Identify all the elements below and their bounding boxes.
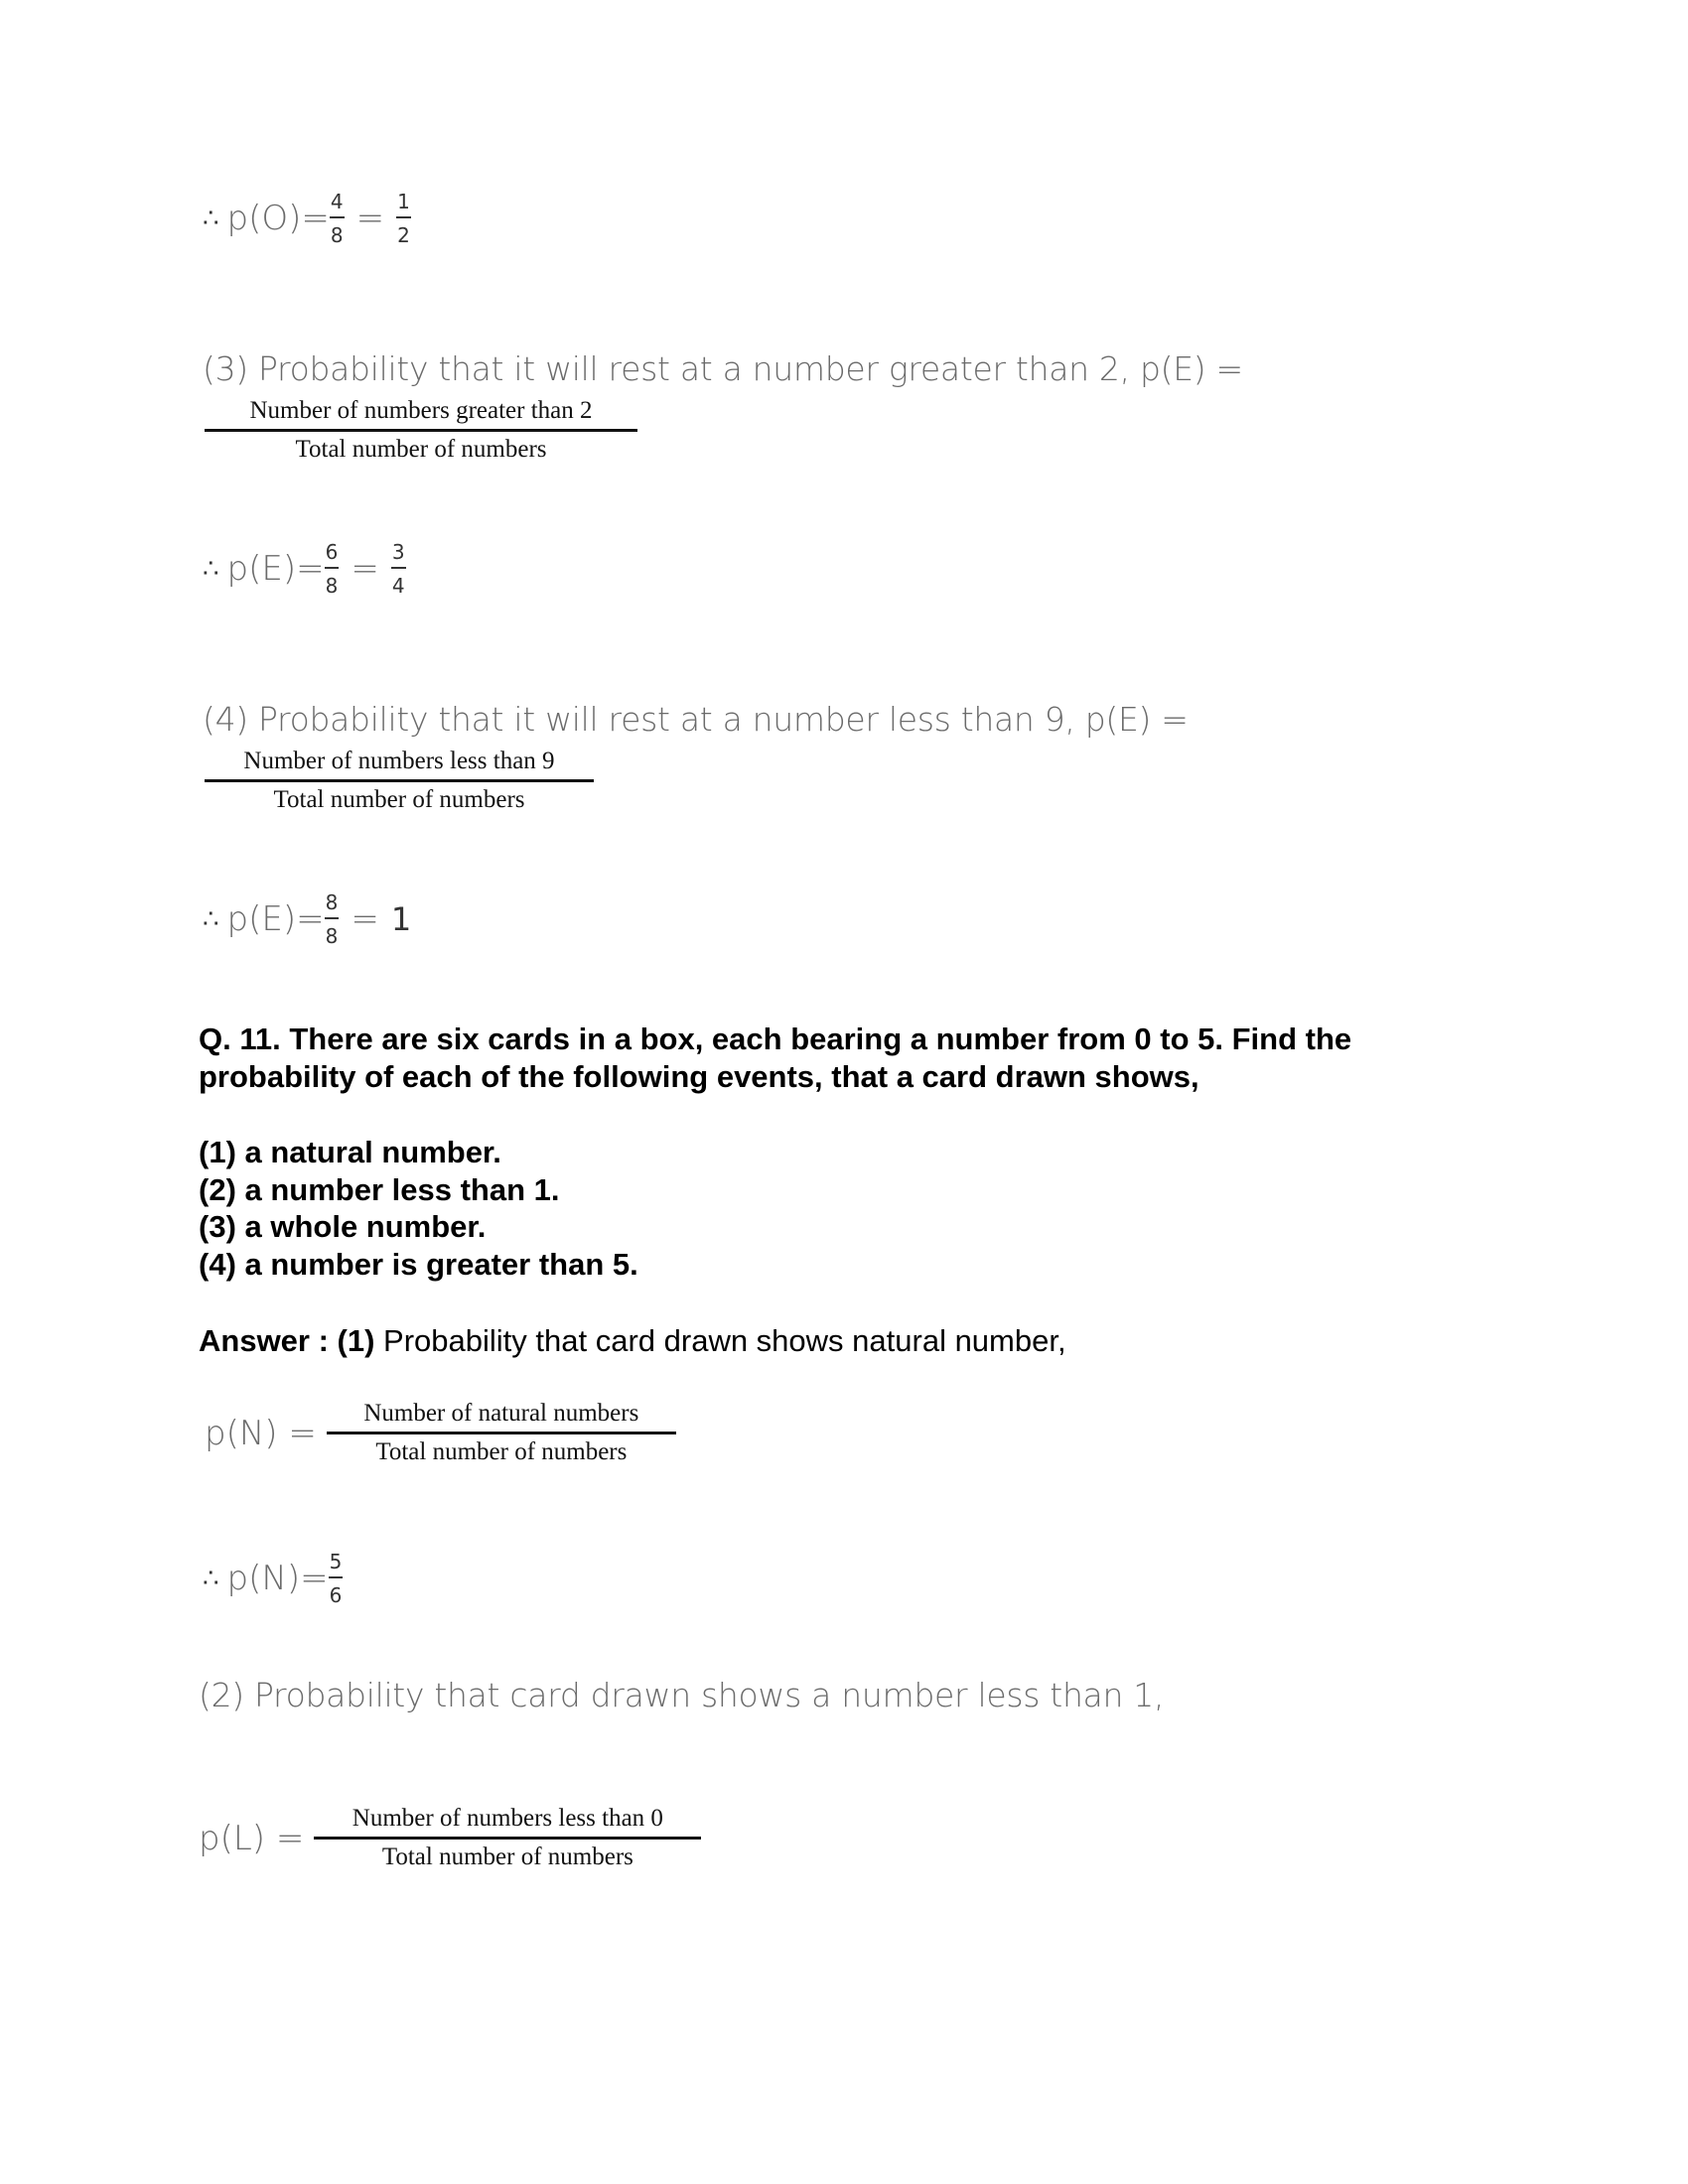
denominator: 4 [391,574,405,598]
therefore-symbol: ∴ [203,1564,219,1592]
equals: = [351,549,379,589]
fraction [327,1400,676,1466]
numerator: Number of numbers less than 9 [205,748,594,782]
equals: = [355,199,385,238]
numerator: Number of numbers greater than 2 [205,397,637,432]
denominator: Total number of numbers [375,1438,628,1465]
therefore-symbol: ∴ [203,554,219,583]
part4-heading: (4) Probability that it will rest at a number less than 9, p(E) = [203,700,1189,739]
question-line-1: Q. 11. There are six cards in a box, each bearing a number from 0 to 5. Find the [199,1022,1352,1056]
numerator: Number of natural numbers [327,1400,676,1434]
lhs: p(L) = [199,1818,305,1858]
lhs: p(N) = [205,1413,317,1453]
fraction [330,191,345,246]
result-value: 1 [390,900,412,938]
part3-heading: (3) Probability that it will rest at a number greater than 2, p(E) = [203,349,1243,388]
answer-part2-heading: (2) Probability that card drawn shows a number less than 1, [199,1676,1165,1714]
part3-fraction [205,397,637,464]
fraction [391,541,406,597]
therefore-symbol: ∴ [203,204,219,232]
denominator: 2 [397,223,410,247]
fraction [329,1551,344,1606]
denominator: 8 [325,574,339,598]
part3-result [203,541,406,597]
numerator: Number of numbers less than 0 [314,1805,701,1840]
result-p-odd [203,191,411,246]
question-11 [199,1021,1351,1096]
denominator: 8 [325,924,339,948]
denominator: Total number of numbers [381,1843,633,1870]
denominator: 8 [330,223,344,247]
answer-line [199,1323,1066,1359]
fraction [314,1805,701,1871]
lhs: p(E)= [226,899,325,939]
denominator: 6 [329,1583,343,1607]
answer-part1-text: Probability that card drawn shows natural number, [374,1323,1066,1358]
therefore-symbol: ∴ [203,904,219,933]
answer-part1-label: (1) [337,1323,375,1358]
fraction [325,891,340,947]
numerator: 3 [391,541,406,569]
lhs: p(O)= [226,199,330,238]
question-line-2: probability of each of the following events, that a card drawn shows, [199,1059,1199,1094]
fraction [325,541,340,597]
numerator: 5 [329,1551,344,1578]
denominator: Total number of numbers [295,436,547,463]
question-item: (1) a natural number. [199,1135,501,1169]
numerator: 4 [330,191,345,218]
pN-formula [205,1400,676,1466]
question-item: (2) a number less than 1. [199,1171,560,1207]
fraction [396,191,411,246]
numerator: 1 [396,191,411,218]
question-items [199,1134,638,1283]
pL-formula [199,1805,701,1871]
equals: = [351,899,379,939]
answer-label: Answer : [199,1323,329,1358]
part4-result [203,891,411,947]
part4-fraction [205,748,594,814]
denominator: Total number of numbers [273,786,525,813]
pN-result [203,1551,343,1606]
numerator: 8 [325,891,340,919]
numerator: 6 [325,541,340,569]
question-item: (3) a whole number. [199,1209,487,1244]
lhs: p(N)= [226,1559,329,1598]
question-item: (4) a number is greater than 5. [199,1246,638,1282]
lhs: p(E)= [226,549,325,589]
